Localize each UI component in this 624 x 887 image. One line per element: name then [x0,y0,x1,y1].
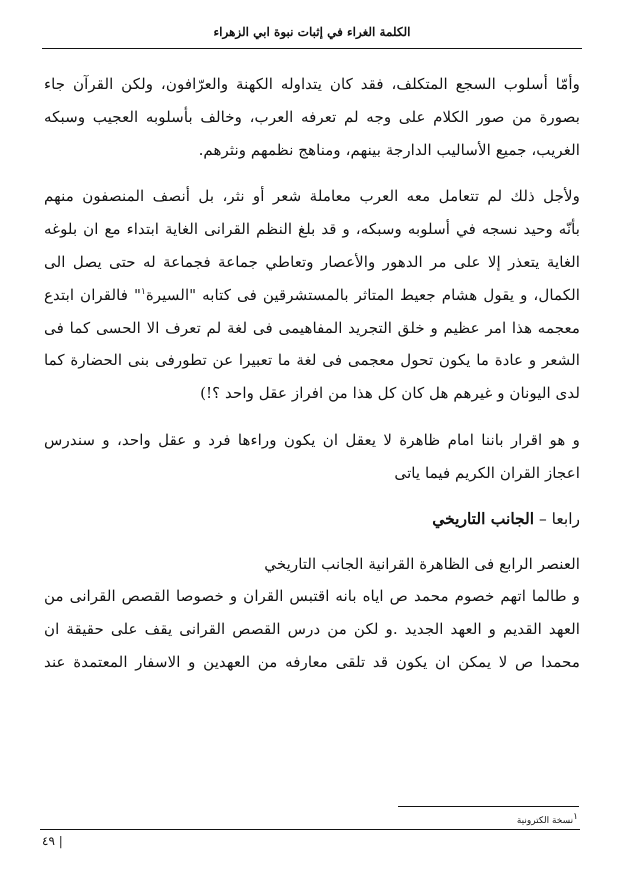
text-line: بأنّه وحيد نسجه في أسلوبه وسبكه، و قد بلغ النظم القرانى الغاية ابتداء مع ان بلوغه [44,220,580,239]
text-line: لدى اليونان و غيرهم هل كان كل هذا من افراز عقل واحد ؟!) [200,384,580,403]
text-line: الشعر و عادة ما يكون تحول معجمى فى لغة ما تعبيرا عن تطورفى بنى الحضارة كما [44,351,580,370]
paragraph-3 [44,424,580,490]
footnote [517,814,578,828]
paragraph-1 [44,68,580,166]
text-line: معجمه هذا امر عظيم و خلق التجريد المفاهيمى فى لغة لم تعرف الا الحسى كما فى [44,318,580,337]
header-rule [42,48,582,49]
running-header: الكلمة الغراء في إثبات نبوة ابي الزهراء [213,25,411,39]
text-segment: " فالقران ابتدع [44,285,141,304]
footnote-text: نسخة الكترونية [516,816,574,826]
footnote-reference[interactable]: ١ [141,286,146,297]
page-number: ٤٩ | [42,834,63,848]
section-prefix: رابعا – [534,509,580,528]
text-line: الغاية يتعذر إلا على مر الدهور والأعصار وتعاطي جماعة فجماعة له حتى يصل الى [44,252,580,271]
text-line: و طالما اتهم خصوم محمد ص اياه بانه اقتبس القران و خصوصا القصص القرانى من [44,587,580,606]
text-segment: الكمال، و يقول هشام جعيط المتاثر بالمستشرقين فى كتابه "السيرة [145,285,580,304]
footnote-rule [398,806,579,807]
body-text [44,68,580,679]
section-heading [44,504,580,534]
text-line-with-footnote [44,279,580,312]
text-line: العنصر الرابع فى الظاهرة القرانية الجانب التاريخي [264,554,580,573]
text-line: وأمّا أسلوب السجع المتكلف، فقد كان يتداوله الكهنة والعرّافون، ولكن القرآن جاء [44,75,580,93]
section-title: الجانب التاريخي [432,508,535,528]
text-line: ولأجل ذلك لم تتعامل معه العرب معاملة شعر أو نثر، بل أنصف المنصفون منهم [44,187,580,206]
text-line: الغريب، جميع الأساليب الدارجة بينهم، ومناهج نظمهم ونثرهم. [198,140,580,159]
text-line: و هو اقرار باننا امام ظاهرة لا يعقل ان يكون وراءها فرد و عقل واحد، و سندرس [44,430,580,449]
paragraph-2 [44,180,580,410]
text-line: اعجاز القران الكريم فيما ياتى [394,463,580,482]
paragraph-4 [44,548,580,679]
text-line: بصورة من صور الكلام على وجه لم تعرفه العرب، وخالف بأسلوبه العجيب وسبكه [44,107,580,126]
footnote-number: ١ [573,812,578,822]
text-line: العهد القديم و العهد الجديد .و لكن من درس القصص القرانى يقف على حقيقة ان [44,620,580,639]
bottom-rule [40,829,580,830]
text-line: محمدا ص لا يمكن ان يكون قد تلقى معارفه من العهدين و الاسفار المعتمدة عند [44,652,580,671]
